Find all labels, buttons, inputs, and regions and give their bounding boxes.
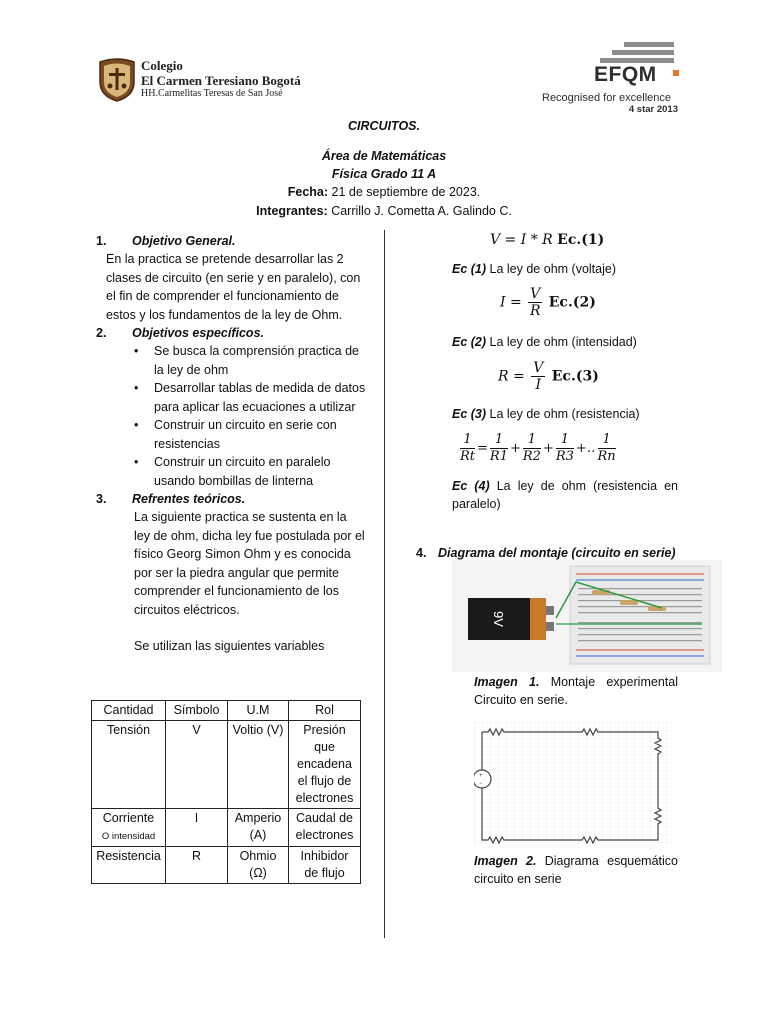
table-cell: Amperio (A) [228, 809, 289, 847]
school-crest-icon [98, 58, 136, 102]
battery-label: 9V [490, 611, 506, 627]
efqm-recognised: Recognised for excellence [542, 92, 672, 104]
ec2-text: La ley de ohm (intensidad) [489, 335, 637, 349]
section-2-number: 2. [96, 326, 107, 340]
image-1-caption [474, 673, 678, 709]
eq3-lhs: R = [498, 368, 525, 385]
image-2-text: Diagrama esquemático circuito en serie [474, 854, 678, 886]
members-value: Carrillo J. Cometta A. Galindo C. [331, 204, 512, 218]
eq3-number: (3) [575, 368, 599, 385]
header-cell: U.M [228, 701, 289, 721]
eq4-equals: = [477, 441, 488, 456]
table-cell: Caudal de electrones [289, 809, 361, 847]
header-cell: Rol [289, 701, 361, 721]
table-cell [92, 721, 166, 809]
members-label: Integrantes: [256, 204, 328, 218]
eq3-tag: Ec. [551, 368, 576, 385]
ec1-text: La ley de ohm (voltaje) [489, 262, 616, 276]
header-cell: Cantidad [92, 701, 166, 721]
list-item: • Construir un circuito en serie con resistencias [134, 416, 366, 453]
svg-text:+: + [479, 773, 483, 779]
efqm-stars: 4 star 2013 [628, 104, 678, 115]
eq4-plus: + [509, 441, 521, 456]
table-cell: Voltio (V) [228, 721, 289, 809]
ec3-label: Ec (3) [452, 407, 487, 421]
section-1-number: 1. [96, 234, 107, 248]
eq1-number: (1) [581, 232, 605, 248]
eq2-tag: Ec. [548, 294, 573, 311]
cell-subtext: O intensidad [101, 831, 156, 842]
eq2-fraction [528, 286, 542, 319]
section-3-heading [96, 490, 366, 508]
table-cell: Inhibidor de flujo [289, 847, 361, 884]
eq4-one: 1 [598, 432, 616, 449]
eq4-r1: R1 [489, 449, 508, 464]
left-column [96, 232, 366, 656]
section-3-title: Refrentes teóricos. [132, 492, 246, 506]
eq2-lhs: I = [500, 294, 522, 311]
section-3-number: 3. [96, 492, 107, 506]
eq4-frac-r1 [490, 432, 508, 465]
ec1-caption [452, 260, 678, 278]
series-schematic [474, 722, 674, 846]
eq4-r2: R2 [522, 449, 541, 464]
doc-members [0, 202, 768, 220]
eq2-bottom: R [529, 303, 541, 319]
table-header-row [92, 701, 361, 721]
eq2-number: (2) [572, 294, 596, 311]
ec4-label: Ec (4) [452, 479, 490, 493]
section-3-vars: Se utilizan las siguientes variables [134, 639, 325, 653]
ec3-caption [452, 405, 678, 423]
eq4-frac-rt [460, 432, 475, 465]
section-1-title: Objetivo General. [132, 234, 236, 248]
eq4-rn: Rn [597, 449, 616, 464]
school-line-3: HH.Carmelitas Teresas de San José [141, 88, 283, 99]
image-1-text: Montaje experimental Circuito en serie. [474, 675, 678, 707]
eq4-plus: + [542, 441, 554, 456]
eq4-frac-r2 [523, 432, 541, 465]
efqm-logo [540, 42, 682, 118]
ec3-text: La ley de ohm (resistencia) [489, 407, 640, 421]
section-3-text: La siguiente practica se sustenta en la ley de ohm, dicha ley fue postulada por el físico Georg Simon Ohm y es conocida por ser la piedra angular que permite comprender el funcionamiento de los circuitos eléctricos. [134, 510, 365, 617]
efqm-wordmark: EFQM [594, 63, 657, 86]
ec4-caption [452, 477, 678, 513]
section-2-title: Objetivos específicos. [132, 326, 264, 340]
table-cell: Presión que encadena el flujo de electrones [289, 721, 361, 809]
image-2-caption [474, 852, 678, 888]
doc-title: CIRCUITOS. [348, 119, 420, 133]
eq4-one: 1 [523, 432, 541, 449]
equation-4 [458, 432, 618, 465]
equation-1 [490, 231, 604, 249]
cell-text: Corriente [102, 811, 155, 825]
cell-text: Resistencia [96, 849, 161, 863]
doc-grade: Física Grado 11 A [331, 167, 437, 181]
column-divider [384, 230, 385, 938]
list-item: • Se busca la comprensión practica de la ley de ohm [134, 342, 366, 379]
variables-table [91, 700, 361, 884]
doc-date [0, 183, 768, 201]
section-1-text: En la practica se pretende desarrollar las 2 clases de circuito (en serie y en paralelo), con el fin de comprender el funcionamiento de estos y los fundamentos de la ley de Ohm. [106, 252, 361, 322]
ec2-label: Ec (2) [452, 335, 487, 349]
list-item: • Desarrollar tablas de medida de datos para aplicar las ecuaciones a utilizar [134, 379, 366, 416]
eq4-r3: R3 [555, 449, 574, 464]
ec4-text: La ley de ohm (resistencia en paralelo) [452, 479, 678, 511]
breadboard-photo [452, 560, 722, 672]
table-row [92, 847, 361, 884]
table-cell: I [166, 809, 228, 847]
eq3-fraction [531, 360, 545, 393]
cell-text: Tensión [106, 723, 151, 737]
eq4-one: 1 [556, 432, 574, 449]
list-item: • Construir un circuito en paralelo usando bombillas de linterna [134, 453, 366, 490]
table-cell: V [166, 721, 228, 809]
doc-area: Área de Matemáticas [321, 149, 447, 163]
table-cell [92, 809, 166, 847]
efqm-square-icon [673, 70, 679, 76]
eq4-one: 1 [490, 432, 508, 449]
table-row [92, 809, 361, 847]
ec1-label: Ec (1) [452, 262, 487, 276]
equation-2 [500, 286, 596, 319]
objectives-list [96, 342, 366, 490]
date-label: Fecha: [287, 185, 329, 199]
section-4-number: 4. [416, 546, 427, 560]
section-1-heading [96, 232, 366, 250]
eq4-one: 1 [460, 432, 475, 449]
table-cell: Ohmio (Ω) [228, 847, 289, 884]
svg-text:−: − [479, 781, 483, 787]
school-line-1: Colegio [141, 58, 183, 73]
eq4-frac-rn [598, 432, 616, 465]
section-2-heading [96, 324, 366, 342]
header-cell: Símbolo [166, 701, 228, 721]
school-name-block [141, 58, 301, 100]
eq3-bottom: I [535, 377, 542, 393]
table-cell: R [166, 847, 228, 884]
ec2-caption [452, 333, 678, 351]
table-cell [92, 847, 166, 884]
eq4-rt: Rt [460, 449, 476, 464]
section-4-title: Diagrama del montaje (circuito en serie) [438, 546, 676, 560]
image-2-label: Imagen 2. [474, 854, 537, 868]
eq4-dots: +‥ [575, 441, 596, 456]
equation-3 [498, 360, 599, 393]
school-line-2: El Carmen Teresiano Bogotá [141, 73, 301, 88]
image-1-label: Imagen 1. [474, 675, 540, 689]
eq1-body: V = I * R [490, 232, 553, 248]
eq2-top: V [530, 286, 541, 302]
date-value: 21 de septiembre de 2023. [331, 185, 481, 199]
eq4-frac-r3 [556, 432, 574, 465]
eq1-tag: Ec. [557, 232, 582, 248]
table-row [92, 721, 361, 809]
eq3-top: V [533, 360, 544, 376]
